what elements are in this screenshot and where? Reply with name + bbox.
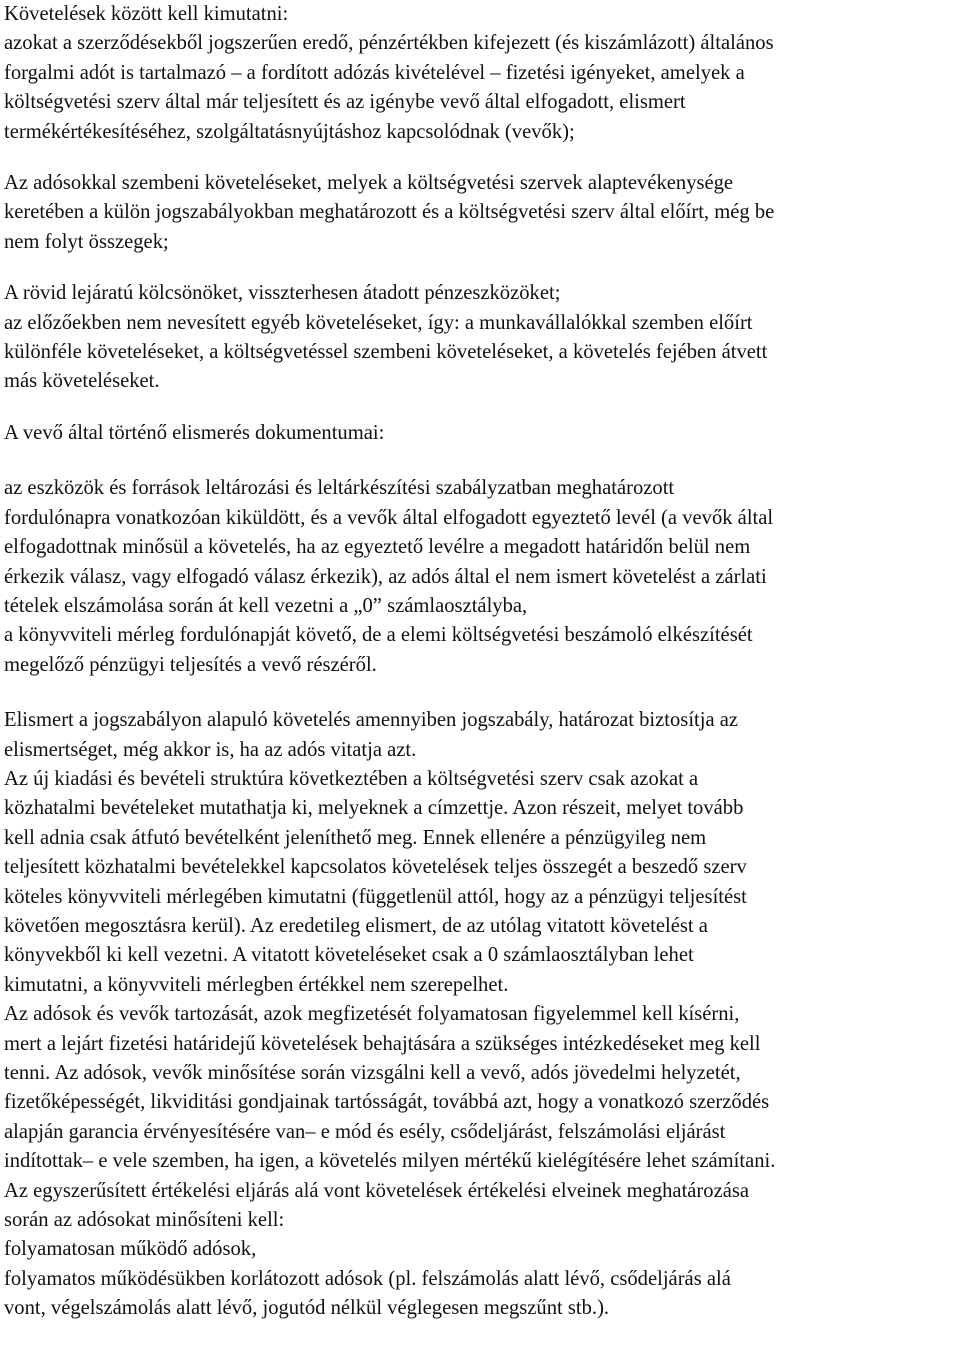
paragraph-gap: [4, 147, 958, 169]
text-line: Az új kiadási és bevételi struktúra következtében a költségvetési szerv csak azokat a: [4, 767, 699, 790]
text-line: keretében a külön jogszabályokban meghatározott és a költségvetési szerv által előírt, még be: [4, 201, 775, 224]
text-line: során az adósokat minősíteni kell:: [4, 1209, 285, 1232]
text-line: fordulónapra vonatkozóan kiküldött, és a vevők által elfogadott egyeztető levél (a vevők által: [4, 506, 774, 529]
text-line: a könyvviteli mérleg fordulónapját követő, de a elemi költségvetési beszámoló elkészítését: [4, 624, 753, 647]
text-line: az eszközök és források leltározási és leltárkészítési szabályzatban meghatározott: [4, 477, 675, 500]
text-line: forgalmi adót is tartalmazó – a fordított adózás kivételével – fizetési igényeket, amelyek a: [4, 61, 745, 84]
paragraph-gap: [4, 680, 958, 706]
text-line: megelőző pénzügyi teljesítés a vevő részéről.: [4, 653, 377, 676]
text-line: Az adósokkal szembeni követeléseket, melyek a költségvetési szervek alaptevékenysége: [4, 172, 734, 195]
text-line: fizetőképességét, likviditási gondjainak tartósságát, továbbá azt, hogy a vonatkozó szerződés: [4, 1091, 770, 1114]
text-line: különféle követeléseket, a költségvetéssel szembeni követeléseket, a követelés fejében átvett: [4, 341, 768, 364]
text-line: érkezik válasz, vagy elfogadó válasz érkezik), az adós által el nem ismert követelést a zárlati: [4, 565, 767, 588]
text-line: teljesített közhatalmi bevételekkel kapcsolatos követelések teljes összegét a beszedő szerv: [4, 856, 747, 879]
text-line: alapján garancia érvényesítésére van– e mód és esély, csődeljárást, felszámolási eljárást: [4, 1120, 726, 1143]
text-line: nem folyt összegek;: [4, 230, 169, 253]
text-line: közhatalmi bevételeket mutathatja ki, melyeknek a címzettje. Azon részeit, melyet tovább: [4, 797, 744, 820]
paragraph-debtors: [4, 169, 958, 257]
text-line: köteles könyvviteli mérlegében kimutatni (függetlenül attól, hogy az a pénzügyi teljesítést: [4, 885, 747, 908]
text-line: tételek elszámolása során át kell vezetni a „0” számlaosztályba,: [4, 594, 528, 617]
document-page: [4, 0, 958, 1324]
text-line: termékértékesítéséhez, szolgáltatásnyújtáshoz kapcsolódnak (vevők);: [4, 120, 575, 143]
paragraph-acknowledgement-heading: [4, 419, 958, 448]
paragraph-receivables-intro: [4, 0, 958, 147]
text-line: könyvekből ki kell vezetni. A vitatott követeléseket csak a 0 számlaosztályban lehet: [4, 944, 694, 967]
text-line: kimutatni, a könyvviteli mérlegben értékkel nem szerepelhet.: [4, 973, 509, 996]
text-line: elfogadottnak minősül a követelés, ha az egyeztető levélre a megadott határidőn belül nem: [4, 536, 751, 559]
paragraph-gap: [4, 257, 958, 279]
text-line: Az adósok és vevők tartozását, azok megfizetését folyamatosan figyelemmel kell kísérni,: [4, 1003, 740, 1026]
paragraph-gap: [4, 448, 958, 474]
paragraph-legal-receivables: [4, 706, 958, 1324]
text-line: A vevő által történő elismerés dokumentumai:: [4, 421, 385, 444]
text-line: kell adnia csak átfutó bevételként jeleníthető meg. Ennek ellenére a pénzügyileg nem: [4, 826, 707, 849]
text-line: Az egyszerűsített értékelési eljárás alá vont követelések értékelési elveinek meghatározása: [4, 1179, 750, 1202]
text-line: követően megosztásra kerül). Az eredetileg elismert, de az utólag vitatott követelést a: [4, 914, 708, 937]
text-line: folyamatosan működő adósok,: [4, 1238, 257, 1261]
paragraph-acknowledgement-documents: [4, 474, 958, 680]
text-line: vont, végelszámolás alatt lévő, jogutód nélkül véglegesen megszűnt stb.).: [4, 1297, 610, 1320]
text-line: Követelések között kell kimutatni:: [4, 3, 289, 25]
text-line: tenni. Az adósok, vevők minősítése során vizsgálni kell a vevő, adós jövedelmi helyzetét,: [4, 1062, 741, 1084]
text-line: mert a lejárt fizetési határidejű követelések behajtására a szükséges intézkedéseket meg kell: [4, 1032, 761, 1055]
text-line: indítottak– e vele szemben, ha igen, a követelés milyen mértékű kielégítésére lehet számítani.: [4, 1150, 776, 1173]
text-line: elismertséget, még akkor is, ha az adós vitatja azt.: [4, 738, 417, 761]
text-line: költségvetési szerv által már teljesített és az igénybe vevő által elfogadott, elismert: [4, 91, 686, 114]
paragraph-gap: [4, 397, 958, 419]
text-line: más követeléseket.: [4, 370, 160, 393]
paragraph-short-term-loans: [4, 279, 958, 397]
text-line: folyamatos működésükben korlátozott adósok (pl. felszámolás alatt lévő, csődeljárás alá: [4, 1267, 731, 1290]
text-line: azokat a szerződésekből jogszerűen eredő, pénzértékben kifejezett (és kiszámlázott) általános: [4, 32, 774, 55]
text-line: Elismert a jogszabályon alapuló követelés amennyiben jogszabály, határozat biztosítja az: [4, 709, 739, 732]
text-line: az előzőekben nem nevesített egyéb követeléseket, így: a munkavállalókkal szemben előírt: [4, 311, 753, 334]
text-line: A rövid lejáratú kölcsönöket, visszterhesen átadott pénzeszközöket;: [4, 282, 561, 305]
